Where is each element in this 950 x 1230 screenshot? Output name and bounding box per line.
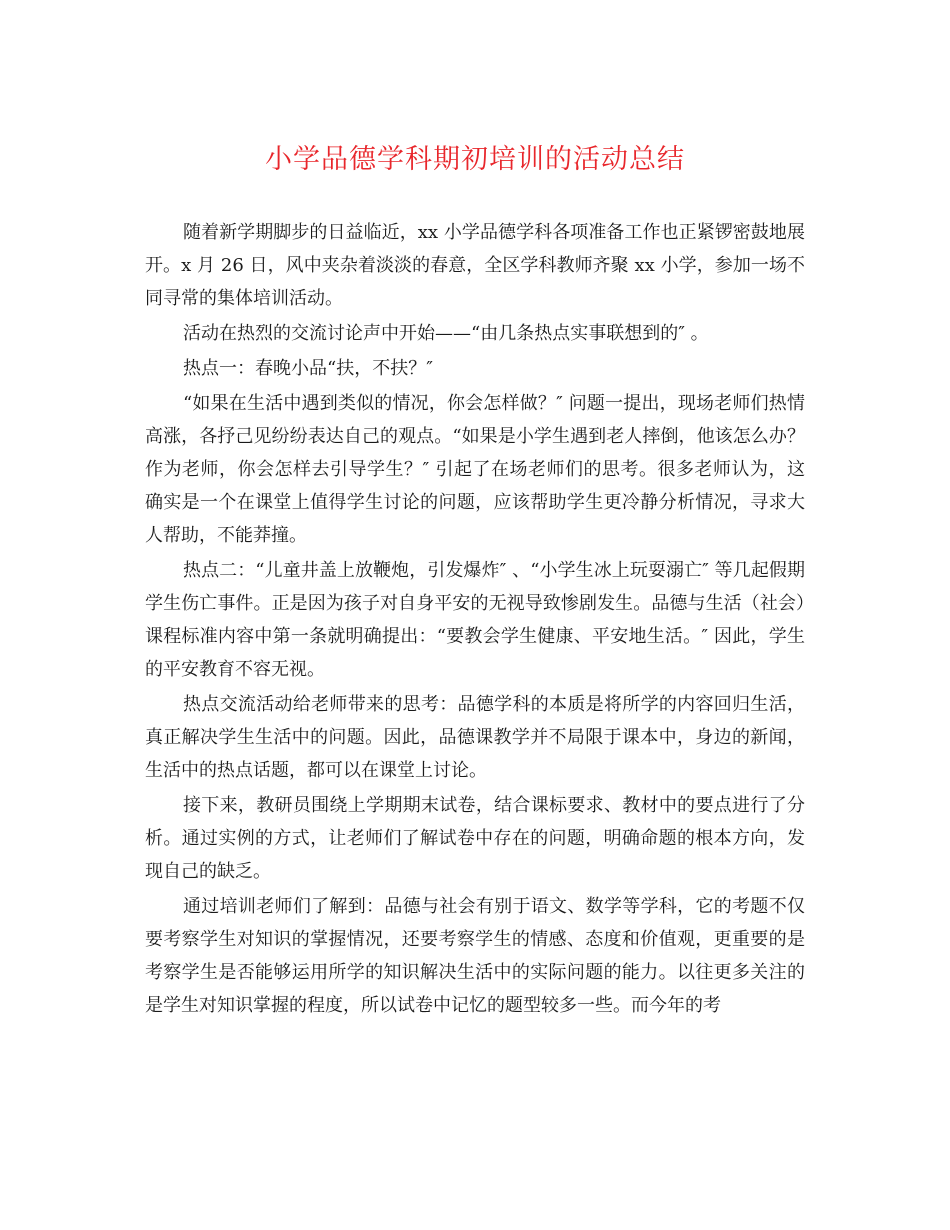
document-body [145,216,805,1024]
paragraph-discussion-start: 活动在热烈的交流讨论声中开始——“由几条热点实事联想到的″ 。 [183,323,709,344]
paragraph-intro: 随着新学期脚步的日益临近，xx 小学品德学科各项准备工作也正紧锣密鼓地展开。x 月 26 日，风中夹杂着淡淡的春意，全区学科教师齐聚 xx 小学，参加一场不同寻常的集体培训活动。 [145,222,805,309]
paragraph-training-outcome: 通过培训老师们了解到：品德与社会有别于语文、数学等学科，它的考题不仅要考察学生对知识的掌握情况，还要考察学生的情感、态度和价值观，更重要的是考察学生是否能够运用所学的知识解决生活中的实际问题的能力。以往更多关注的是学生对知识掌握的程度，所以试卷中记忆的题型较多一些。而今年的考 [145,896,805,1016]
paragraph-hotspot-one-detail: “如果在生活中遇到类似的情况，你会怎样做？″ 问题一提出，现场老师们热情高涨，各抒己见纷纷表达自己的观点。“如果是小学生遇到老人摔倒，他该怎么办？作为老师，你会怎样去引导学生？″ 引起了在场老师们的思考。很多老师认为，这确实是一个在课堂上值得学生讨论的问题，应该帮助学生更冷静分析情况，寻求大人帮助，不能莽撞。 [145,393,805,546]
paragraph-reflection: 热点交流活动给老师带来的思考：品德学科的本质是将所学的内容回归生活，真正解决学生生活中的问题。因此，品德课教学并不局限于课本中，身边的新闻，生活中的热点话题，都可以在课堂上讨论。 [145,694,805,781]
paragraph-hotspot-two: 热点二：“儿童井盖上放鞭炮，引发爆炸″ 、“小学生冰上玩耍溺亡″ 等几起假期学生伤亡事件。正是因为孩子对自身平安的无视导致惨剧发生。品德与生活（社会）课程标准内容中第一条就明确提出：“要教会学生健康、平安地生活。″ 因此，学生的平安教育不容无视。 [145,560,805,680]
paragraph-hotspot-one: 热点一：春晚小品“扶，不扶？″ [183,358,433,379]
document-title: 小学品德学科期初培训的活动总结 [265,144,685,175]
paragraph-exam-analysis: 接下来，教研员围绕上学期期末试卷，结合课标要求、教材中的要点进行了分析。通过实例的方式，让老师们了解试卷中存在的问题，明确命题的根本方向，发现自己的缺乏。 [145,795,805,882]
